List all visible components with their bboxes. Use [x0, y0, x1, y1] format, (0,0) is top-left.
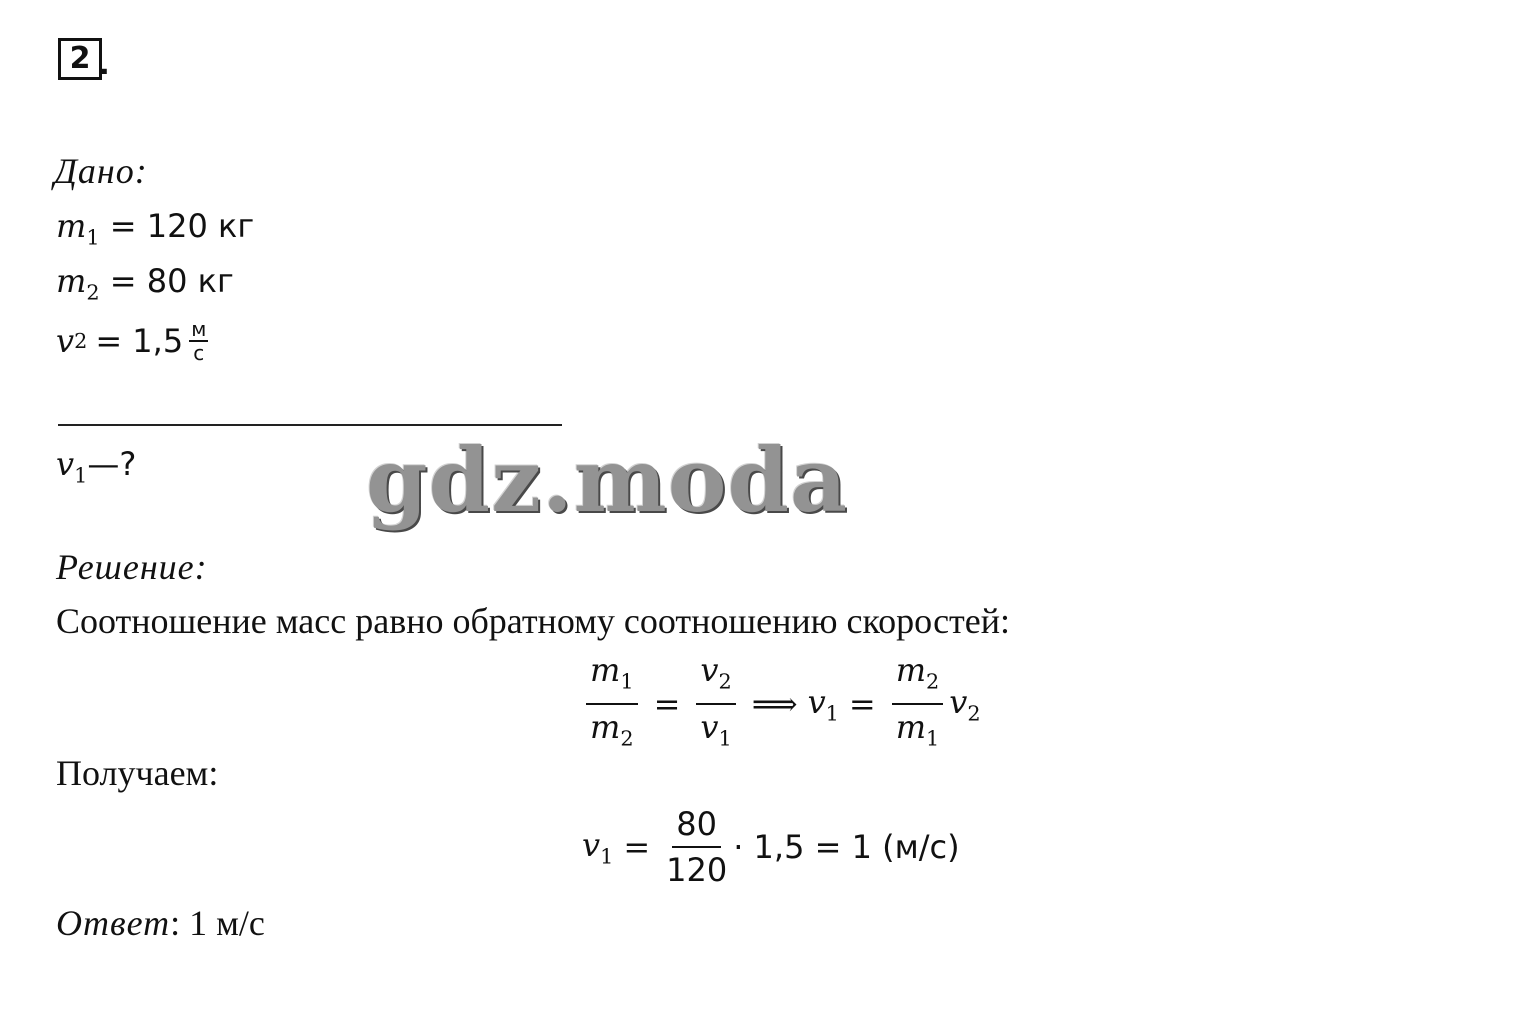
ratio-equals: =	[653, 685, 681, 724]
mass-ratio-bottom: m	[590, 708, 621, 747]
result-ratio-top-sub: 2	[926, 669, 940, 694]
getting-label: Получаем:	[56, 753, 219, 793]
velocity-ratio-top: v	[700, 651, 719, 689]
solution-label: Решение:	[56, 547, 208, 587]
velocity-ratio-top-sub: 2	[718, 669, 732, 694]
find-sub: 1	[74, 463, 88, 488]
calc-tail: · 1,5 = 1 (м/с)	[733, 828, 960, 866]
mass-ratio-top: m	[590, 651, 621, 689]
mass-ratio	[586, 648, 638, 761]
calc-equals: =	[623, 828, 651, 866]
find-suffix: —?	[87, 445, 137, 483]
given-label: Дано:	[54, 151, 148, 191]
given-v2-unit	[189, 318, 208, 364]
given-v2-unit-bottom: с	[193, 341, 205, 365]
result-tail-sub: 2	[967, 701, 981, 726]
result-equals: =	[848, 685, 876, 724]
velocity-ratio-bottom-sub: 1	[718, 726, 732, 751]
calc-sub: 1	[600, 844, 614, 869]
solution-statement: Соотношение масс равно обратному соотношению скоростей:	[56, 601, 1011, 641]
find-symbol: v	[56, 445, 75, 483]
calculation-formula	[582, 802, 960, 892]
given-v2-value: = 1,5	[95, 322, 184, 360]
result-sub: 1	[825, 701, 839, 726]
result-ratio-top: m	[895, 651, 927, 689]
result-mass-ratio	[892, 648, 944, 761]
answer-text: : 1 м/с	[170, 903, 265, 943]
given-m1-symbol: m	[56, 207, 87, 245]
mass-ratio-top-sub: 1	[620, 669, 634, 694]
calc-fraction	[666, 802, 727, 892]
velocity-ratio	[696, 648, 735, 761]
implies-arrow: ⟹	[751, 685, 798, 724]
answer-line	[56, 902, 265, 944]
result-tail-symbol: v	[949, 683, 968, 722]
given-v2	[56, 318, 208, 364]
calc-fraction-top: 80	[672, 802, 721, 848]
find-line	[56, 444, 136, 495]
given-divider	[58, 424, 562, 426]
given-m2	[56, 261, 234, 312]
ratio-formula	[580, 648, 981, 761]
given-v2-symbol: v	[56, 322, 75, 360]
given-v2-unit-top: м	[191, 317, 207, 341]
result-symbol: v	[807, 683, 826, 722]
problem-number: 2	[69, 41, 91, 76]
given-m1	[56, 206, 254, 257]
given-m2-sub: 2	[86, 280, 100, 305]
given-m2-symbol: m	[56, 262, 87, 300]
answer-label: Ответ	[56, 903, 171, 943]
velocity-ratio-bottom: v	[700, 708, 719, 747]
result-ratio-bottom: m	[895, 708, 927, 747]
given-m1-sub: 1	[86, 225, 100, 250]
problem-number-box	[58, 38, 102, 80]
mass-ratio-bottom-sub: 2	[620, 726, 634, 751]
calc-symbol: v	[582, 825, 601, 864]
result-ratio-bottom-sub: 1	[926, 726, 940, 751]
given-v2-sub: 2	[74, 329, 88, 353]
given-m1-value: = 120 кг	[109, 207, 255, 245]
given-m2-value: = 80 кг	[109, 262, 234, 300]
calc-fraction-bottom: 120	[666, 851, 728, 889]
watermark-text: gdz.moda	[366, 428, 849, 532]
problem-number-suffix: .	[99, 48, 110, 81]
